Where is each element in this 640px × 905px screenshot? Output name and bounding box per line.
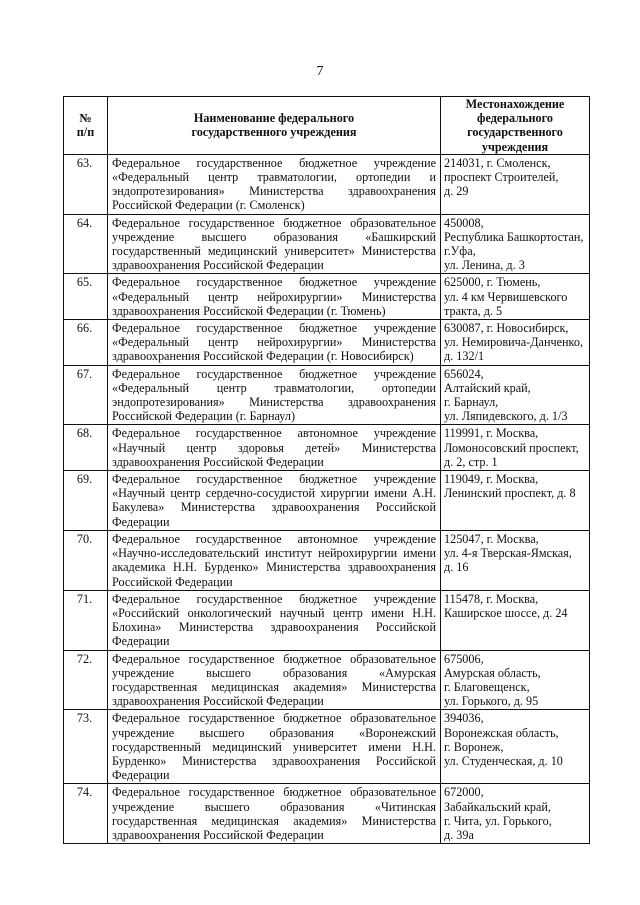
location-line: г. Барнаул,	[444, 395, 499, 410]
row-number: 63.	[64, 154, 108, 214]
location-line: ул. Ляпидевского, д. 1/3	[444, 409, 568, 424]
location-line: Воронежская область,	[444, 725, 559, 740]
table-row	[64, 365, 590, 425]
table-row	[64, 320, 590, 366]
location-line: д. 2, стр. 1	[444, 454, 498, 469]
location-line: д. 132/1	[444, 349, 485, 364]
row-number: 69.	[64, 471, 108, 531]
row-number: 71.	[64, 590, 108, 650]
table-body	[64, 154, 590, 843]
table-row	[64, 650, 590, 710]
table-row	[64, 425, 590, 471]
institution-name: Федеральное государственное бюджетное образовательное учреждение высшего образования «Башкирский государственный медицинский университет» Министерства здравоохранения Российской Федерации	[108, 214, 441, 274]
header-location-line: учреждения	[481, 139, 549, 154]
location-line: Ленинский проспект, д. 8	[444, 486, 576, 501]
institution-location	[441, 425, 590, 471]
location-line: д. 29	[444, 184, 469, 199]
header-location-line: федерального	[477, 111, 553, 126]
institution-location	[441, 530, 590, 590]
location-line: 672000,	[444, 785, 484, 800]
header-num	[64, 97, 108, 155]
location-line: г.Уфа,	[444, 244, 476, 259]
location-line: 450008,	[444, 215, 484, 230]
location-line: ул. Студенческая, д. 10	[444, 753, 563, 768]
header-location	[441, 97, 590, 155]
row-number: 73.	[64, 710, 108, 784]
institution-name: Федеральное государственное автономное учреждение «Научный центр здоровья детей» Министерства здравоохранения Российской Федерации	[108, 425, 441, 471]
institution-location	[441, 365, 590, 425]
institution-name: Федеральное государственное бюджетное образовательное учреждение высшего образования «Читинская государственная медицинская академия» Министерства здравоохранения Российской Федерации	[108, 784, 441, 844]
location-line: г. Благовещенск,	[444, 679, 530, 694]
table-row	[64, 590, 590, 650]
location-line: г. Чита, ул. Горького,	[444, 813, 552, 828]
location-line: 675006,	[444, 651, 484, 666]
location-line: 656024,	[444, 366, 484, 381]
institutions-table	[63, 96, 590, 844]
institution-location	[441, 784, 590, 844]
location-line: г. Воронеж,	[444, 739, 504, 754]
institution-name: Федеральное государственное бюджетное образовательное учреждение высшего образования «Амурская государственная медицинская академия» Министерства здравоохранения Российской Федерации	[108, 650, 441, 710]
location-line: тракта, д. 5	[444, 303, 503, 318]
location-line: ул. Ленина, д. 3	[444, 258, 525, 273]
header-name-line: государственного учреждения	[191, 125, 357, 140]
header-num-line: п/п	[76, 125, 95, 140]
location-line: Забайкальский край,	[444, 799, 551, 814]
institution-location	[441, 590, 590, 650]
institution-location	[441, 274, 590, 320]
location-line: д. 16	[444, 560, 469, 575]
location-line: ул. 4-я Тверская-Ямская,	[444, 546, 572, 561]
institution-name: Федеральное государственное автономное учреждение «Научно-исследовательский институт нейрохирургии имени академика Н.Н. Бурденко» Министерства здравоохранения Российской Федерации	[108, 530, 441, 590]
institution-location	[441, 214, 590, 274]
table-row	[64, 530, 590, 590]
institution-location	[441, 650, 590, 710]
table-row	[64, 274, 590, 320]
institution-name: Федеральное государственное бюджетное учреждение «Федеральный центр нейрохирургии» Министерства здравоохранения Российской Федерации (г. Новосибирск)	[108, 320, 441, 366]
location-line: д. 39а	[444, 827, 474, 842]
location-line: ул. 4 км Червишевского	[444, 289, 568, 304]
page-number: 7	[316, 64, 324, 79]
row-number: 64.	[64, 214, 108, 274]
location-line: 115478, г. Москва,	[444, 591, 539, 606]
location-line: ул. Горького, д. 95	[444, 694, 539, 709]
location-line: 125047, г. Москва,	[444, 531, 539, 546]
institution-location	[441, 471, 590, 531]
header-name-line: Наименование федерального	[193, 111, 355, 126]
institution-name: Федеральное государственное бюджетное учреждение «Федеральный центр нейрохирургии» Министерства здравоохранения Российской Федерации (г. Тюмень)	[108, 274, 441, 320]
institution-location	[441, 154, 590, 214]
header-num-line: №	[79, 111, 92, 126]
location-line: 119991, г. Москва,	[444, 426, 539, 441]
institution-name: Федеральное государственное бюджетное учреждение «Федеральный центр травматологии, ортопедии и эндопротезирования» Министерства здравоохранения Российской Федерации (г. Смоленск)	[108, 154, 441, 214]
row-number: 65.	[64, 274, 108, 320]
row-number: 70.	[64, 530, 108, 590]
institution-name: Федеральное государственное бюджетное учреждение «Российский онкологический научный центр имени Н.Н. Блохина» Министерства здравоохранения Российской Федерации	[108, 590, 441, 650]
table-row	[64, 214, 590, 274]
table-row	[64, 471, 590, 531]
row-number: 72.	[64, 650, 108, 710]
location-line: 625000, г. Тюмень,	[444, 275, 541, 290]
location-line: ул. Немировича-Данченко,	[444, 335, 583, 350]
row-number: 67.	[64, 365, 108, 425]
table-header-row	[64, 97, 590, 155]
institution-location	[441, 710, 590, 784]
location-line: Алтайский край,	[444, 380, 531, 395]
header-location-line: государственного	[467, 125, 563, 140]
header-name	[108, 97, 441, 155]
table-row	[64, 154, 590, 214]
institution-location	[441, 320, 590, 366]
table-row	[64, 710, 590, 784]
header-location-line: Местонахождение	[465, 97, 565, 111]
row-number: 66.	[64, 320, 108, 366]
institution-name: Федеральное государственное бюджетное учреждение «Федеральный центр травматологии, ортопедии эндопротезирования» Министерства здравоохранения Российской Федерации (г. Барнаул)	[108, 365, 441, 425]
location-line: Амурская область,	[444, 665, 541, 680]
location-line: 214031, г. Смоленск,	[444, 155, 551, 170]
institution-name: Федеральное государственное бюджетное учреждение «Научный центр сердечно-сосудистой хирургии имени А.Н. Бакулева» Министерства здравоохранения Российской Федерации	[108, 471, 441, 531]
location-line: проспект Строителей,	[444, 170, 559, 185]
location-line: 630087, г. Новосибирск,	[444, 321, 569, 336]
row-number: 68.	[64, 425, 108, 471]
location-line: 119049, г. Москва,	[444, 472, 539, 487]
location-line: Каширское шоссе, д. 24	[444, 605, 568, 620]
location-line: Республика Башкортостан,	[444, 229, 584, 244]
location-line: 394036,	[444, 711, 484, 726]
location-line: Ломоносовский проспект,	[444, 440, 579, 455]
row-number: 74.	[64, 784, 108, 844]
institution-name: Федеральное государственное бюджетное образовательное учреждение высшего образования «Воронежский государственный медицинский университет имени Н.Н. Бурденко» Министерства здравоохранения Российской Федерации	[108, 710, 441, 784]
table-row	[64, 784, 590, 844]
